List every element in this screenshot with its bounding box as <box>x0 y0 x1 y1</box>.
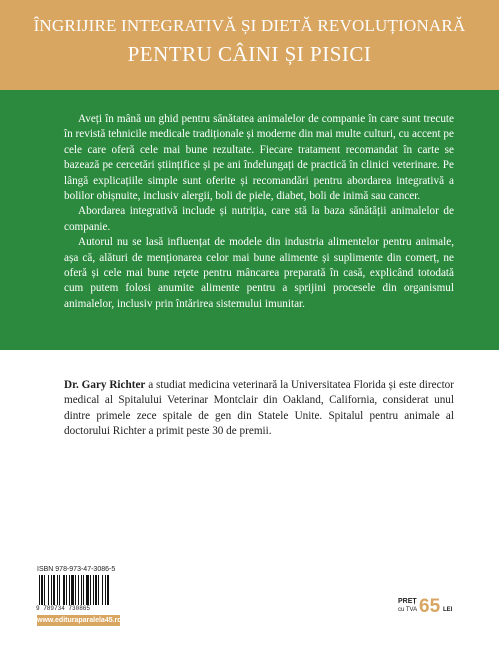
price-label: PREȚ <box>398 598 417 605</box>
author-bio-text: a studiat medicina veterinară la Universitatea Florida și este director medical al Spitalului Veterinar Montclair din Oakland, California, considerat unul dintre primele zece spitale de gen din Statele Unite. Spitalul pentru animale al doctorului Richter a primit peste 30 de premii. <box>64 379 454 438</box>
price-amount: 65 <box>419 596 441 617</box>
description-panel <box>0 90 499 350</box>
price-box <box>398 596 468 620</box>
isbn-label: ISBN 978-973-47-3086-5 <box>37 566 116 573</box>
header-title-line2: PENTRU CÂINI ȘI PISICI <box>127 42 372 66</box>
price-currency: LEI <box>443 607 453 613</box>
publisher-website[interactable]: www.edituraparalela45.ro <box>37 617 122 624</box>
author-name: Dr. Gary Richter <box>64 379 146 391</box>
cover-header <box>0 0 499 90</box>
price-vat: cu TVA <box>398 607 418 613</box>
author-bio <box>64 378 454 440</box>
description-paragraph-1: Aveți în mână un ghid pentru sănătatea animalelor de companie în care sunt trecute în revistă tehnicile medicale tradiționale și moderne din mai multe culturi, cu accent pe cele care oferă cele mai bune rezultate. Fiecare tratament recomandat în carte se bazează pe cercetări științifice și pe ani îndelungați de practică în clinici veterinare. Pe lângă explicațiile simple sunt oferite și recomandări pentru abordarea integrativă a bolilor obișnuite, inclusiv alergii, boli de piele, diabet, boli de inimă sau cancer. <box>64 113 454 203</box>
description-paragraph-3: Autorul nu se lasă influențat de modele din industria alimentelor pentru animale, așa că, alături de menționarea celor mai bune alimente și suplimente din comerț, ne oferă și cele mai bune rețete pentru mâncarea preparată în casă, explicând totodată cum putem folosi anumite alimente pentru a sprijini procesele din organismul animalelor, inclusiv prin întărirea sistemului imunitar. <box>64 236 454 310</box>
barcode-digits: 9 789734 730865 <box>36 605 91 612</box>
barcode-image <box>37 575 121 609</box>
header-title-line1: ÎNGRIJIRE INTEGRATIVĂ ȘI DIETĂ REVOLUȚIONARĂ <box>33 16 466 35</box>
description-paragraph-2: Abordarea integrativă include și nutriția, care stă la baza sănătății animalelor de companie. <box>64 205 454 233</box>
description-text <box>64 112 454 312</box>
